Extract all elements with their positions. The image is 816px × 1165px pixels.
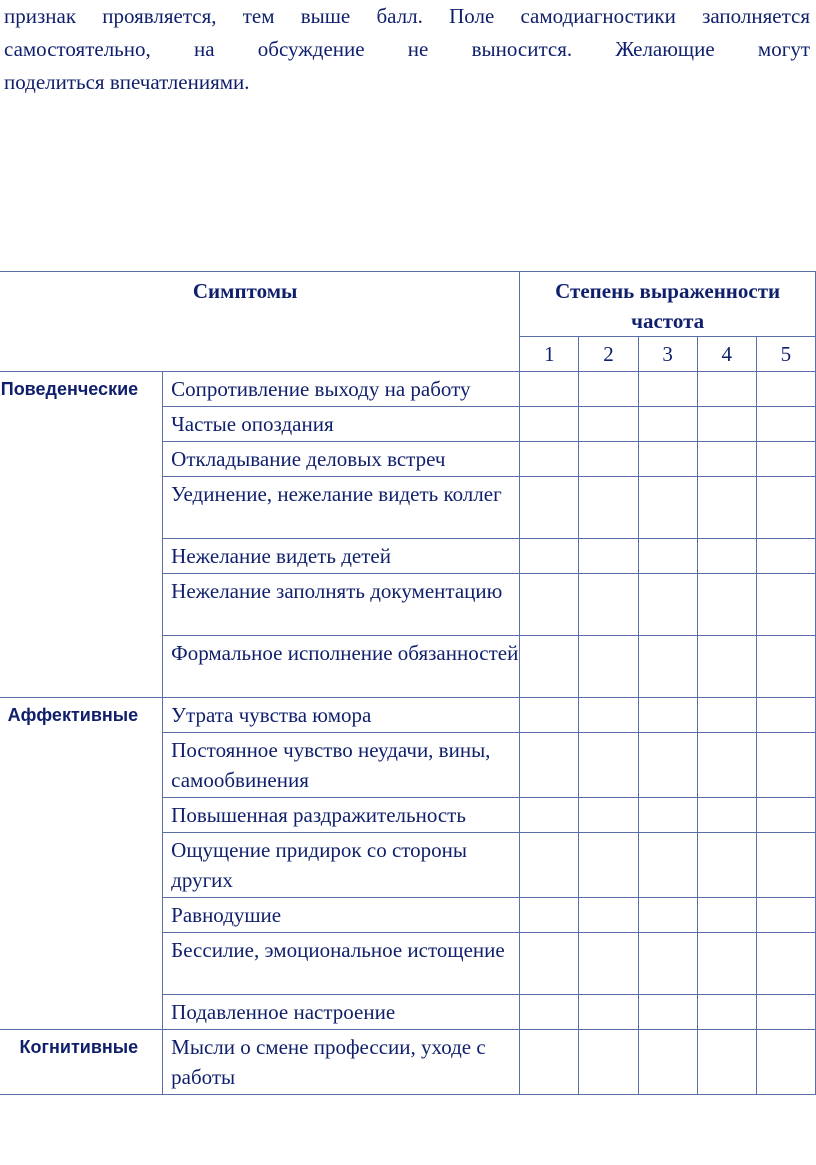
score-cell[interactable] <box>756 372 815 407</box>
score-cell[interactable] <box>638 372 697 407</box>
header-degree-line2: частота <box>631 309 705 333</box>
score-cell[interactable] <box>520 407 579 442</box>
symptom-cell: Ощущение придирок со стороны других <box>163 833 520 898</box>
score-cell[interactable] <box>697 407 756 442</box>
intro-line: самостоятельно, на обсуждение не выносится. Желающие могут <box>4 37 810 61</box>
score-cell[interactable] <box>697 933 756 995</box>
score-cell[interactable] <box>697 372 756 407</box>
score-cell[interactable] <box>520 833 579 898</box>
score-cell[interactable] <box>579 636 638 698</box>
score-cell[interactable] <box>520 477 579 539</box>
score-cell[interactable] <box>520 933 579 995</box>
score-cell[interactable] <box>638 636 697 698</box>
score-cell[interactable] <box>756 574 815 636</box>
score-cell[interactable] <box>697 733 756 798</box>
score-cell[interactable] <box>756 442 815 477</box>
score-cell[interactable] <box>638 995 697 1030</box>
symptom-cell: Формальное исполнение обязанностей <box>163 636 520 698</box>
score-cell[interactable] <box>638 933 697 995</box>
score-cell[interactable] <box>579 442 638 477</box>
score-cell[interactable] <box>697 477 756 539</box>
symptom-cell: Бессилие, эмоциональное истощение <box>163 933 520 995</box>
score-cell[interactable] <box>520 1030 579 1095</box>
score-cell[interactable] <box>756 477 815 539</box>
score-cell[interactable] <box>579 995 638 1030</box>
score-cell[interactable] <box>756 698 815 733</box>
score-cell[interactable] <box>520 898 579 933</box>
score-cell[interactable] <box>756 995 815 1030</box>
symptom-cell: Откладывание деловых встреч <box>163 442 520 477</box>
score-cell[interactable] <box>697 442 756 477</box>
score-cell[interactable] <box>579 898 638 933</box>
score-cell[interactable] <box>756 933 815 995</box>
score-cell[interactable] <box>579 933 638 995</box>
score-cell[interactable] <box>520 442 579 477</box>
score-cell[interactable] <box>697 798 756 833</box>
score-cell[interactable] <box>697 574 756 636</box>
score-cell[interactable] <box>756 833 815 898</box>
scale-header-1: 1 <box>520 337 579 372</box>
score-cell[interactable] <box>697 698 756 733</box>
score-cell[interactable] <box>520 733 579 798</box>
score-cell[interactable] <box>638 698 697 733</box>
score-cell[interactable] <box>697 995 756 1030</box>
score-cell[interactable] <box>756 798 815 833</box>
score-cell[interactable] <box>638 898 697 933</box>
score-cell[interactable] <box>697 1030 756 1095</box>
score-cell[interactable] <box>756 407 815 442</box>
score-cell[interactable] <box>579 733 638 798</box>
score-cell[interactable] <box>638 477 697 539</box>
score-cell[interactable] <box>579 833 638 898</box>
symptom-cell: Мысли о смене профессии, уходе с работы <box>163 1030 520 1095</box>
score-cell[interactable] <box>697 833 756 898</box>
intro-line: признак проявляется, тем выше балл. Поле самодиагностики заполняется <box>4 4 810 28</box>
symptom-cell: Равнодушие <box>163 898 520 933</box>
score-cell[interactable] <box>579 477 638 539</box>
score-cell[interactable] <box>638 733 697 798</box>
score-cell[interactable] <box>520 995 579 1030</box>
symptom-cell: Нежелание видеть детей <box>163 539 520 574</box>
score-cell[interactable] <box>697 636 756 698</box>
symptom-cell: Нежелание заполнять документацию <box>163 574 520 636</box>
scale-header-4: 4 <box>697 337 756 372</box>
symptom-cell: Утрата чувства юмора <box>163 698 520 733</box>
score-cell[interactable] <box>579 798 638 833</box>
score-cell[interactable] <box>638 539 697 574</box>
score-cell[interactable] <box>520 636 579 698</box>
score-cell[interactable] <box>520 539 579 574</box>
symptom-cell: Сопротивление выходу на работу <box>163 372 520 407</box>
score-cell[interactable] <box>638 798 697 833</box>
symptom-cell: Постоянное чувство неудачи, вины, самообвинения <box>163 733 520 798</box>
symptom-cell: Частые опоздания <box>163 407 520 442</box>
score-cell[interactable] <box>756 898 815 933</box>
intro-paragraph <box>4 0 810 99</box>
score-cell[interactable] <box>697 898 756 933</box>
score-cell[interactable] <box>756 636 815 698</box>
score-cell[interactable] <box>579 574 638 636</box>
score-cell[interactable] <box>638 574 697 636</box>
symptoms-table-container <box>0 271 816 1095</box>
score-cell[interactable] <box>756 539 815 574</box>
score-cell[interactable] <box>579 698 638 733</box>
score-cell[interactable] <box>579 372 638 407</box>
symptoms-table <box>0 271 816 1095</box>
score-cell[interactable] <box>638 442 697 477</box>
category-behavioral: Поведенческие <box>0 372 163 698</box>
score-cell[interactable] <box>579 407 638 442</box>
category-cognitive: Когнитивные <box>0 1030 163 1095</box>
score-cell[interactable] <box>520 574 579 636</box>
score-cell[interactable] <box>520 798 579 833</box>
score-cell[interactable] <box>579 539 638 574</box>
scale-header-5: 5 <box>756 337 815 372</box>
symptom-cell: Повышенная раздражительность <box>163 798 520 833</box>
scale-header-2: 2 <box>579 337 638 372</box>
score-cell[interactable] <box>638 407 697 442</box>
score-cell[interactable] <box>638 833 697 898</box>
score-cell[interactable] <box>520 372 579 407</box>
symptom-cell: Подавленное настроение <box>163 995 520 1030</box>
score-cell[interactable] <box>697 539 756 574</box>
score-cell[interactable] <box>756 733 815 798</box>
score-cell[interactable] <box>638 1030 697 1095</box>
intro-line: поделиться впечатлениями. <box>4 70 250 94</box>
category-affective: Аффективные <box>0 698 163 1030</box>
symptom-cell: Уединение, нежелание видеть коллег <box>163 477 520 539</box>
header-degree-line1: Степень выраженности <box>555 279 781 303</box>
scale-header-3: 3 <box>638 337 697 372</box>
header-symptoms: Симптомы <box>0 272 520 372</box>
score-cell[interactable] <box>579 1030 638 1095</box>
score-cell[interactable] <box>756 1030 815 1095</box>
header-degree <box>520 272 816 337</box>
score-cell[interactable] <box>520 698 579 733</box>
